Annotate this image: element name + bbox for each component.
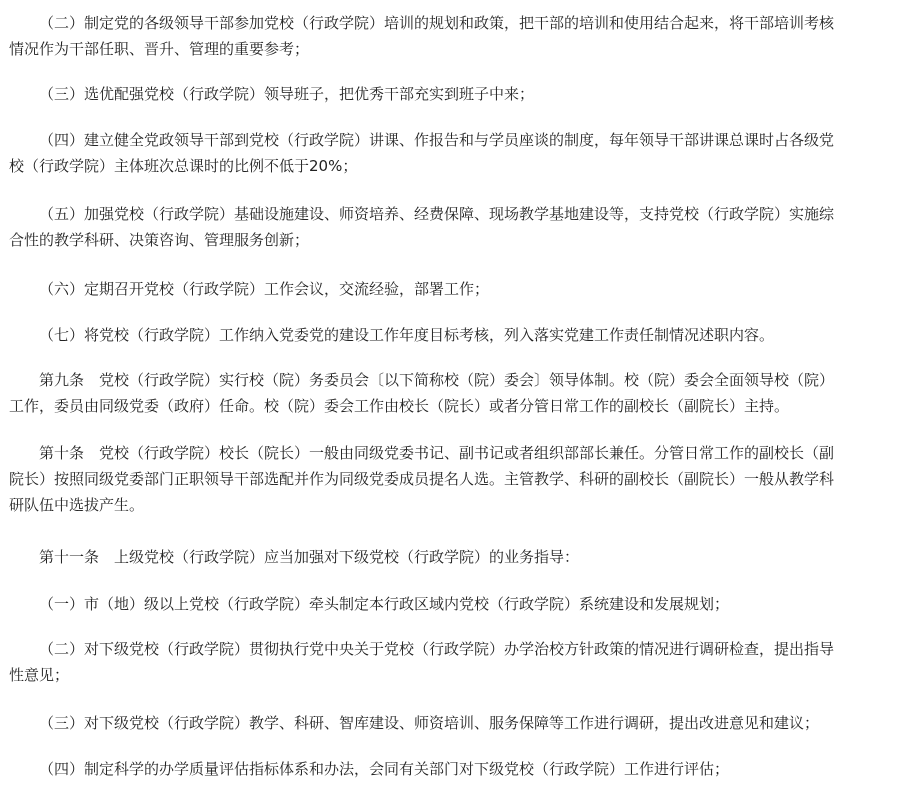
text-line: 第九条 党校（行政学院）实行校（院）务委员会〔以下简称校（院）委会〕领导体制。校（院）委会全面领导校（院） (39, 371, 835, 389)
paragraph-6 (9, 276, 909, 302)
article-11-item-4 (9, 756, 909, 782)
article-11-item-3 (9, 710, 909, 736)
article-11 (9, 544, 909, 570)
text-line: （六）定期召开党校（行政学院）工作会议，交流经验，部署工作； (39, 280, 490, 298)
text-line: 工作，委员由同级党委（政府）任命。校（院）委会工作由校长（院长）或者分管日常工作的副校长（副院长）主持。 (9, 397, 790, 415)
text-line: 研队伍中选拔产生。 (9, 496, 145, 514)
text-line: 院长）按照同级党委部门正职领导干部选配并作为同级党委成员提名人选。主管教学、科研的副校长（副院长）一般从教学科 (9, 470, 835, 488)
text-line: （一）市（地）级以上党校（行政学院）牵头制定本行政区域内党校（行政学院）系统建设和发展规划； (39, 595, 730, 613)
text-line: （二）制定党的各级领导干部参加党校（行政学院）培训的规划和政策，把干部的培训和使用结合起来，将干部培训考核 (39, 14, 835, 32)
text-line: 合性的教学科研、决策咨询、管理服务创新； (9, 231, 310, 249)
text-line: （二）对下级党校（行政学院）贯彻执行党中央关于党校（行政学院）办学治校方针政策的情况进行调研检查，提出指导 (39, 640, 835, 658)
text-line: （三）选优配强党校（行政学院）领导班子，把优秀干部充实到班子中来； (39, 85, 535, 103)
text-line: （四）制定科学的办学质量评估指标体系和办法，会同有关部门对下级党校（行政学院）工作进行评估； (39, 760, 730, 778)
paragraph-3 (9, 81, 909, 107)
text-line: （七）将党校（行政学院）工作纳入党委党的建设工作年度目标考核，列入落实党建工作责任制情况述职内容。 (39, 326, 775, 344)
paragraph-5 (9, 201, 909, 253)
article-11-item-1 (9, 591, 909, 617)
article-9 (9, 367, 909, 419)
article-10 (9, 440, 909, 518)
text-line: 第十条 党校（行政学院）校长（院长）一般由同级党委书记、副书记或者组织部部长兼任。分管日常工作的副校长（副 (39, 444, 835, 462)
article-11-item-2 (9, 636, 909, 688)
text-line: 第十一条 上级党校（行政学院）应当加强对下级党校（行政学院）的业务指导： (39, 548, 580, 566)
text-line: 校（行政学院）主体班次总课时的比例不低于20%； (9, 157, 358, 175)
text-line: （五）加强党校（行政学院）基础设施建设、师资培养、经费保障、现场教学基地建设等，支持党校（行政学院）实施综 (39, 205, 835, 223)
paragraph-4 (9, 127, 909, 179)
text-line: 情况作为干部任职、晋升、管理的重要参考； (9, 40, 310, 58)
text-line: （四）建立健全党政领导干部到党校（行政学院）讲课、作报告和与学员座谈的制度，每年领导干部讲课总课时占各级党 (39, 131, 835, 149)
text-line: （三）对下级党校（行政学院）教学、科研、智库建设、师资培训、服务保障等工作进行调研，提出改进意见和建议； (39, 714, 820, 732)
paragraph-7 (9, 322, 909, 348)
text-line: 性意见； (9, 666, 70, 684)
paragraph-2 (9, 10, 909, 62)
